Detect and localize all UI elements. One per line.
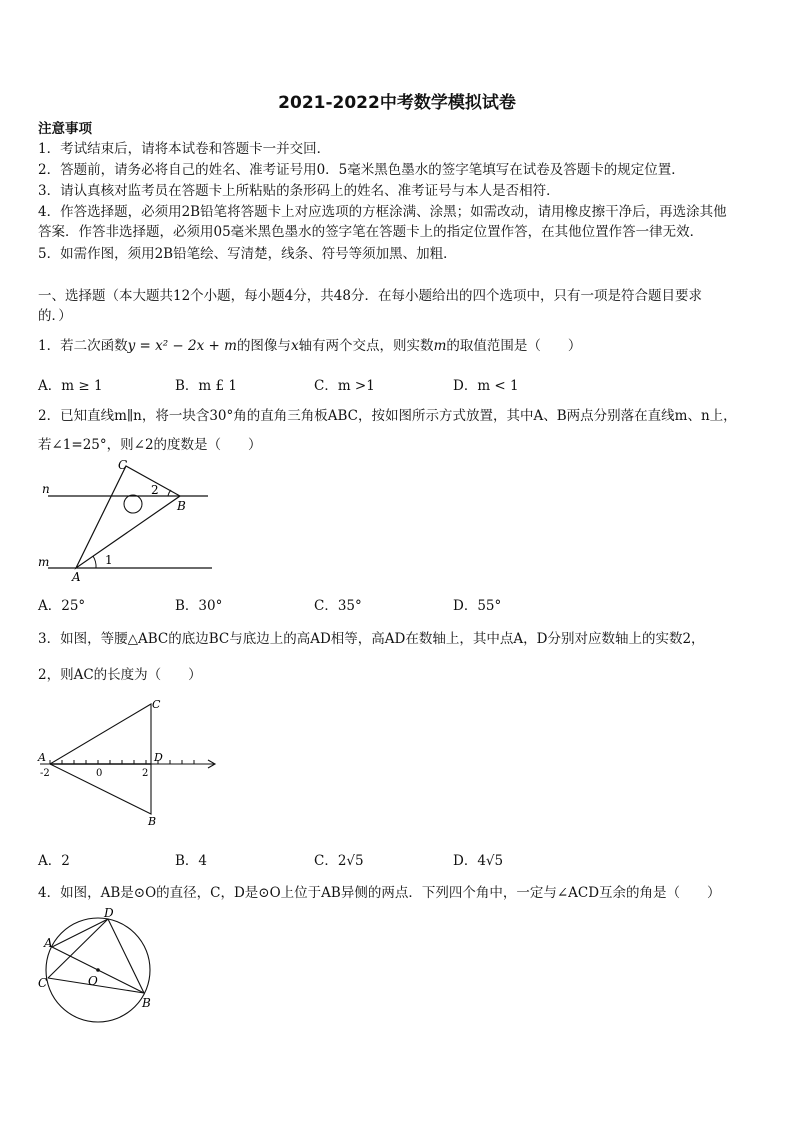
q1-option-c: C．m >1 [314,378,375,394]
q1-option-a: A．m ≥ 1 [38,378,103,394]
label-b: B [142,996,151,1010]
q2-option-d: D．55° [453,598,502,614]
tick-label-neg2: -2 [40,768,50,779]
label-m: m [38,555,50,569]
label-c: C [152,698,161,711]
question-2: 2．已知直线m∥n，将一块含30°角的直角三角板ABC，按如图所示方式放置，其中A、B两点分别落在直线m、n上， [38,408,737,424]
label-c: C [38,976,48,990]
label-b: B [177,499,186,513]
label-2: 2 [151,483,159,497]
q1-text-c: 轴有两个交点，则实数 [298,338,434,354]
q2-option-c: C．35° [314,598,362,614]
notes-heading: 注意事项 [38,121,92,137]
tick-label-0: 0 [96,768,103,779]
q3-option-b: B．4 [175,853,208,869]
question-1 [38,338,581,354]
exam-title: 2021-2022中考数学模拟试卷 [278,93,516,113]
label-a: A [38,751,46,764]
label-n: n [42,482,50,496]
tick-label-2: 2 [142,768,149,779]
angle-2-arc [168,490,171,496]
note-4-cont: 答案．作答非选择题，必须用05毫米黑色墨水的签字笔在答题卡上的指定位置作答，在其他位置作答一律无效． [38,224,704,240]
triangle-hole [124,495,142,513]
label-a: A [72,570,81,584]
label-a: A [44,936,53,950]
label-1: 1 [105,553,113,567]
q2-option-a: A．25° [38,598,86,614]
section-heading-cont: 的．） [38,308,72,324]
question-3-cont: 2，则AC的长度为（ ） [38,667,202,683]
note-1: 1．考试结束后，请将本试卷和答题卡一并交回． [38,141,331,157]
question-3: 3．如图，等腰△ABC的底边BC与底边上的高AD相等，高AD在数轴上，其中点A，D分别对应数轴上的实数2， [38,631,705,647]
label-d: D [104,906,114,920]
section-heading: 一、选择题（本大题共12个小题，每小题4分，共48分．在每小题给出的四个选项中，只有一项是符合题目要求 [38,288,702,304]
label-o: O [88,974,98,988]
q2-option-b: B．30° [175,598,223,614]
q1-var-x: x [290,338,299,354]
q4-figure [28,905,168,1030]
q1-text-a: 1．若二次函数 [38,338,128,354]
q1-var-m: m [433,338,447,354]
q1-option-b: B．m £ 1 [175,378,237,394]
label-d: D [154,751,163,764]
q3-option-c: C．2√5 [314,853,364,869]
label-b: B [148,815,157,828]
segment-ad [52,919,108,947]
question-4: 4．如图，AB是⊙O的直径，C，D是⊙O上位于AB异侧的两点．下列四个角中，一定与∠ACD互余的角是（ ） [38,885,721,901]
note-5: 5．如需作图，须用2B铅笔绘、写清楚，线条、符号等须加黑、加粗． [38,246,457,262]
segment-db [108,919,144,993]
triangle-abc [76,466,180,568]
q1-text-b: 的图像与 [236,338,291,354]
q3-option-a: A．2 [38,853,70,869]
note-2: 2．答题前，请务必将自己的姓名、准考证号用0．5毫米黑色墨水的签字笔填写在试卷及答题卡的规定位置． [38,162,685,178]
q1-option-d: D．m < 1 [453,378,519,394]
note-4: 4．作答选择题，必须用2B铅笔将答题卡上对应选项的方框涂满、涂黑；如需改动，请用橡皮擦干净后，再选涂其他 [38,204,727,220]
q1-text-d: 的取值范围是（ ） [446,338,582,354]
angle-1-arc [93,556,96,568]
q3-option-d: D．4√5 [453,853,504,869]
triangle-abc [50,704,151,814]
q3-figure [32,694,222,828]
center-dot [96,968,100,972]
question-2-cont: 若∠1=25°，则∠2的度数是（ ） [38,437,262,453]
q2-figure [30,456,220,586]
note-3: 3．请认真核对监考员在答题卡上所粘贴的条形码上的姓名、准考证号与本人是否相符． [38,183,560,199]
label-c: C [118,458,128,472]
q1-expression: y = x² − 2x + m [127,338,237,354]
